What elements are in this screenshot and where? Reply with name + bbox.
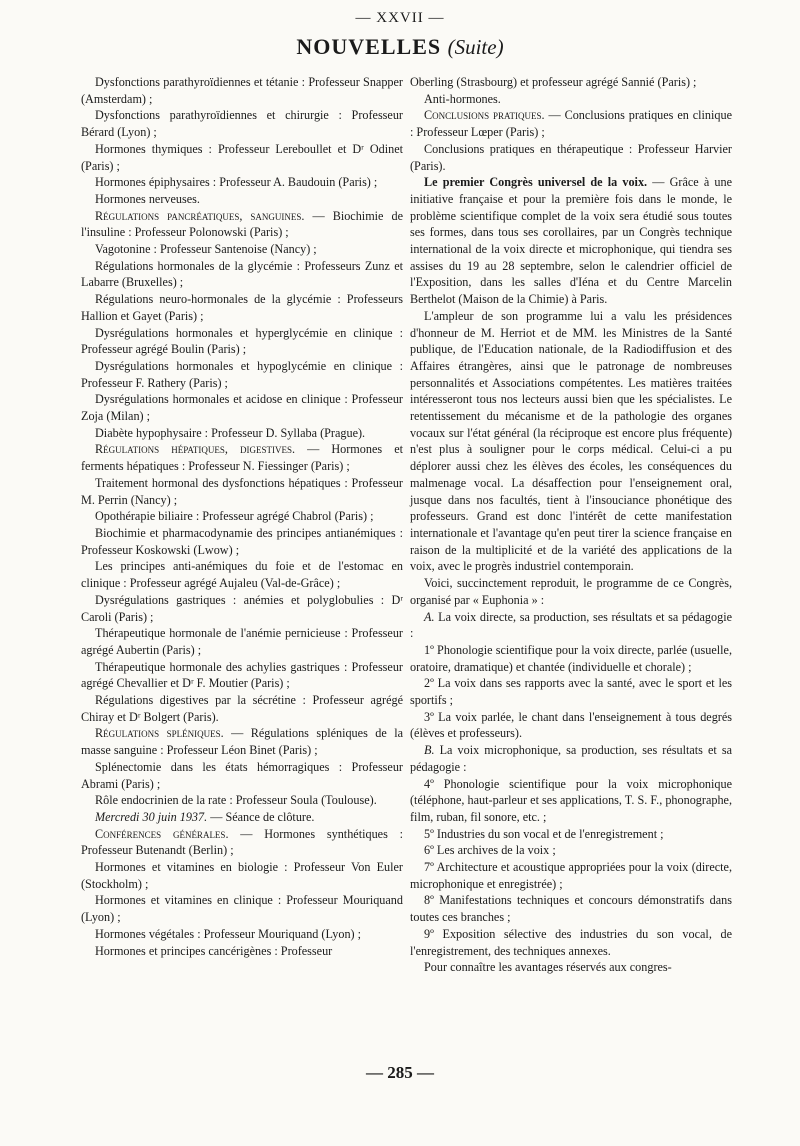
paragraph-text: Les principes anti-anémiques du foie et de l'estomac en clinique : Professeur agrégé Aujaleu (Val-de-Grâce) ; (81, 559, 403, 591)
paragraph-text: Splénectomie dans les états hémorragiques : Professeur Abrami (Paris) ; (81, 759, 403, 791)
paragraph (81, 943, 403, 960)
paragraph (81, 141, 403, 174)
paragraph (81, 174, 403, 191)
paragraph (410, 91, 732, 108)
paragraph-text: Régulations digestives par la sécrétine : Professeur agrégé Chiray et Dʳ Bolgert (Paris). (81, 693, 403, 724)
paragraph (81, 892, 403, 925)
paragraph-text: Diabète hypophysaire : Professeur D. Syllaba (Prague). (95, 425, 366, 440)
paragraph (81, 325, 403, 358)
paragraph-text: Traitement hormonal des dysfonctions hépatiques : Professeur M. Perrin (Nancy) ; (81, 475, 403, 507)
paragraph-text: — Séance de clôture. (207, 809, 315, 824)
paragraph (81, 859, 403, 892)
paragraph-text: La voix directe, sa production, ses résultats et sa pédagogie : (410, 609, 732, 641)
paragraph (81, 441, 403, 474)
paragraph (81, 291, 403, 324)
paragraph-text: Oberling (Strasbourg) et professeur agrégé Sannié (Paris) ; (410, 75, 697, 89)
paragraph (81, 826, 403, 859)
paragraph-text: Hormones et vitamines en clinique : Professeur Mouriquand (Lyon) ; (81, 893, 403, 925)
paragraph-text: 1º Phonologie scientifique pour la voix directe, parlée (usuelle, oratoire, dramatique) et chantée (individuelle et chorale) ; (410, 642, 732, 674)
paragraph (81, 475, 403, 508)
paragraph (410, 74, 732, 91)
paragraph (410, 174, 732, 308)
heading-bold: Le premier Congrès universel de la voix. (424, 175, 648, 190)
paragraph (81, 74, 403, 107)
paragraph (81, 926, 403, 943)
paragraph (81, 659, 403, 692)
heading-smallcaps: Conférences générales. (95, 826, 229, 841)
paragraph (410, 308, 732, 575)
paragraph-text: 9º Exposition sélective des industries du son vocal, de l'enregistrement, des techniques annexes. (410, 926, 732, 958)
paragraph (81, 391, 403, 424)
paragraph (410, 675, 732, 708)
paragraph (410, 642, 732, 675)
paragraph-text: Hormones et vitamines en biologie : Professeur Von Euler (Stockholm) ; (81, 860, 403, 891)
paragraph-text: La voix microphonique, sa production, ses résultats et sa pédagogie : (410, 743, 732, 774)
paragraph-text: — Biochimie de l'insuline : Professeur Polonowski (Paris) ; (81, 208, 403, 240)
paragraph (81, 107, 403, 140)
paragraph (81, 191, 403, 208)
paragraph (410, 575, 732, 608)
paragraph (410, 842, 732, 859)
paragraph (81, 759, 403, 792)
paragraph-text: — Grâce à une initiative française et pour la première fois dans le monde, le problème scientifique complet de la voix sera étudié sous toutes ses formes, dans tous ses corollaires, par un Congrès technique international de la voix directe et microphonique, qui tiendra ses assises du 19 au 28 septembre, selon le calendrier officiel de l'Exposition, dans les salles d'Iéna et du Centre Marcelin Berthelot (Maison de la Chimie) à Paris. (410, 175, 732, 307)
paragraph-text: Régulations hormonales de la glycémie : Professeurs Zunz et Labarre (Bruxelles) ; (81, 258, 403, 290)
paragraph-text: Régulations neuro-hormonales de la glycémie : Professeurs Hallion et Gayet (Paris) ; (81, 292, 403, 323)
paragraph-text: — Hormones et ferments hépatiques : Professeur N. Fiessinger (Paris) ; (81, 442, 403, 474)
paragraph-text: Anti-hormones. (424, 91, 501, 106)
paragraph-text: Dysrégulations gastriques : anémies et polyglobulies : Dʳ Caroli (Paris) ; (81, 592, 403, 624)
paragraph (81, 358, 403, 391)
paragraph-text: — Conclusions pratiques en clinique : Professeur Lœper (Paris) ; (410, 108, 732, 140)
roman-page-header: — XXVII — (355, 10, 445, 26)
paragraph-text: Pour connaître les avantages réservés aux congres- (424, 960, 672, 975)
italic-lead: B. (424, 743, 435, 758)
paragraph-text: Dysrégulations hormonales et hyperglycémie en clinique : Professeur agrégé Boulin (Paris) ; (81, 325, 403, 357)
paragraph (81, 725, 403, 758)
paragraph-text: — Hormones synthétiques : Professeur Butenandt (Berlin) ; (81, 826, 404, 858)
paragraph (410, 826, 732, 843)
title-subtitle: (Suite) (447, 35, 504, 59)
paragraph-text: 4º Phonologie scientifique pour la voix microphonique (téléphone, haut-parleur et ses applications, T. S. F., phonographe, film, ruban, fil sonore, etc. ; (410, 776, 732, 824)
left-column (81, 74, 403, 959)
section-title (0, 34, 800, 60)
paragraph (410, 107, 732, 140)
italic-lead: Mercredi 30 juin 1937. (95, 809, 208, 824)
paragraph (81, 792, 403, 809)
paragraph (81, 525, 403, 558)
paragraph-text: Rôle endocrinien de la rate : Professeur Soula (Toulouse). (95, 793, 377, 808)
paragraph-text: 5º Industries du son vocal et de l'enregistrement ; (424, 826, 664, 841)
heading-smallcaps: Régulations pancréatiques, sanguines. (95, 208, 305, 223)
paragraph-text: Biochimie et pharmacodynamie des principes antianémiques : Professeur Koskowski (Lwow) ; (81, 525, 403, 557)
paragraph-text: Dysrégulations hormonales et hypoglycémie en clinique : Professeur F. Rathery (Paris) ; (81, 358, 403, 390)
paragraph (81, 208, 403, 241)
paragraph (410, 141, 732, 174)
paragraph (81, 809, 403, 826)
paragraph (81, 508, 403, 525)
paragraph (81, 241, 403, 258)
paragraph-text: Vagotonine : Professeur Santenoise (Nancy) ; (95, 242, 317, 257)
paragraph (410, 926, 732, 959)
paragraph-text: 3º La voix parlée, le chant dans l'enseignement à tous degrés (élèves et professeurs). (410, 709, 732, 741)
paragraph-text: Thérapeutique hormonale des achylies gastriques : Professeur agrégé Chevallier et Dʳ F. Moutier (Paris) ; (81, 659, 403, 691)
paragraph (81, 258, 403, 291)
heading-smallcaps: Régulations spléniques. (95, 726, 224, 741)
paragraph (81, 558, 403, 591)
paragraph-text: 7º Architecture et acoustique appropriées pour la voix (directe, microphonique et enregistrée) ; (410, 860, 732, 891)
paragraph-text: Hormones nerveuses. (95, 191, 200, 206)
paragraph-text: Conclusions pratiques en thérapeutique : Professeur Harvier (Paris). (410, 141, 732, 173)
page-number: — 285 — (366, 1063, 434, 1082)
paragraph-text: Voici, succinctement reproduit, le programme de ce Congrès, organisé par « Euphonia » : (410, 576, 732, 607)
paragraph (410, 776, 732, 826)
paragraph (410, 709, 732, 742)
paragraph-text: Dysfonctions parathyroïdiennes et tétanie : Professeur Snapper (Amsterdam) ; (81, 75, 403, 106)
paragraph (81, 625, 403, 658)
paragraph-text: 6º Les archives de la voix ; (424, 843, 556, 858)
title-text: NOUVELLES (296, 34, 442, 59)
paragraph-text: L'ampleur de son programme lui a valu les présidences d'honneur de M. Herriot et de MM. les Ministres de la Santé publique, de l'Education nationale, de la Radiodiffusion et des Affaires étrangères, ainsi que le patronage de nombreuses personnalités et Associations compétentes. Les matières traitées intéresseront tous nos lecteurs aussi bien que les spécialistes. Le retentissement du mécanisme et de la pathologie des organes vocaux sur l'état général (la réciproque est encore plus fréquente) n'est plus à souligner pour le corps médical. Celui-ci a pu déplorer aussi chez les élèves des écoles, les conséquences du malmenage vocal. La désaffection pour l'enseignement oral, jusque dans nos facultés, tient à l'insouciance phonétique des professeurs. Grand est donc l'intérêt de cette manifestation internationale et l'avantage qu'en peut tirer la science française en raison de la multiplicité et de la variété des applications de la voix, avec le progrès industriel contemporain. (410, 308, 732, 574)
paragraph-text: Opothérapie biliaire : Professeur agrégé Chabrol (Paris) ; (95, 509, 374, 524)
italic-lead: A. (424, 609, 435, 624)
paragraph-text: Thérapeutique hormonale de l'anémie pernicieuse : Professeur agrégé Aubertin (Paris) ; (81, 626, 403, 657)
paragraph (410, 892, 732, 925)
paragraph-text: Dysfonctions parathyroïdiennes et chirurgie : Professeur Bérard (Lyon) ; (81, 108, 403, 140)
paragraph (81, 425, 403, 442)
paragraph-text: Hormones épiphysaires : Professeur A. Baudouin (Paris) ; (95, 175, 378, 190)
paragraph (81, 692, 403, 725)
heading-smallcaps: Régulations hépatiques, digestives. (95, 442, 296, 457)
paragraph-text: Hormones végétales : Professeur Mouriquand (Lyon) ; (95, 926, 362, 941)
paragraph (410, 959, 732, 976)
paragraph (410, 859, 732, 892)
paragraph-text: — Régulations spléniques de la masse sanguine : Professeur Léon Binet (Paris) ; (81, 726, 403, 758)
paragraph-text: Dysrégulations hormonales et acidose en clinique : Professeur Zoja (Milan) ; (81, 392, 403, 424)
paragraph-text: Hormones et principes cancérigènes : Professeur (95, 943, 333, 958)
right-column (410, 74, 732, 976)
paragraph-text: 8º Manifestations techniques et concours démonstratifs dans toutes ces branches ; (410, 893, 732, 925)
paragraph (81, 592, 403, 625)
paragraph-text: 2º La voix dans ses rapports avec la santé, avec le sport et les sportifs ; (410, 676, 732, 708)
paragraph (410, 742, 732, 775)
heading-smallcaps: Conclusions pratiques. (424, 108, 545, 123)
paragraph (410, 609, 732, 642)
paragraph-text: Hormones thymiques : Professeur Lereboullet et Dʳ Odinet (Paris) ; (81, 141, 403, 173)
